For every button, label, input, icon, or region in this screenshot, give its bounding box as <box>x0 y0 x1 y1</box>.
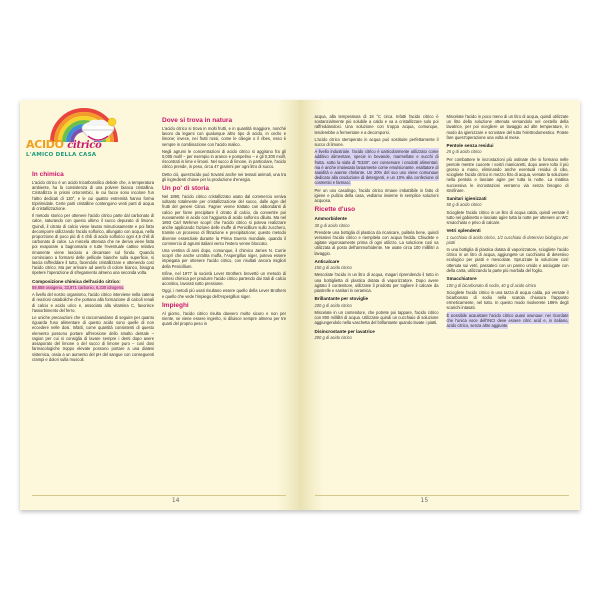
left-page <box>20 100 301 510</box>
recipe-title: Vetri splendenti <box>446 228 481 234</box>
recipe-title: Anticalcare <box>314 258 340 264</box>
section-heading: In chimica <box>32 171 64 178</box>
paragraph: Detto ciò, quest'acido può trovarsi anche nei tessuti animali, una tra gli ingredienti chiave per la produzione d'energia. <box>162 171 286 182</box>
paragraph: Nel 1890, l'acido citrico cristallizzato usato dal commercio veniva soltanto totalmente per cristallizzazione del succo, dalle agre del frutti del genere Citrus. Fagner venne trattato con abbondanti di calcio per farne precipitare il citrato di calcio, da convertire poi nuovamente in acido con l'aggiunta di acido solforico diluito. Ma nel 1893 Carl Wehmer scoprì che l'acido citrico si poteva realizzare anche applicando l'azione delle muffe di Penicillium sullo zucchero, tramite un processo di filtrazione e precipitazione; questo metodo divenne essenziale durante la Prima Guerra mondiale, quando il commercio di agrumi italiani verso l'estero venne bloccato. <box>162 194 286 246</box>
paragraph: Le uniche precauzioni che si raccomandano di seguire per quanto riguarda l'uso alimentare di questo acido sono quelle di non eccedere nelle dosi. Infatti, come quantità consistenti di questo elemento possono portare all'erosione dello smalto dentale – ragion per cui si consiglia di lavare sempre i denti dopo avere assaporato del limone o del succo di limone puro – così dosi farmacologiche troppo elevate possono portare a una diatesi sistemica, ossia a un aumento del pH del sangue con conseguenti crampi e dolori sulla muscoli. <box>32 315 154 362</box>
paragraph: A livello del nostro organismo, l'acido citrico interviene nella catena di reazioni cataboliche che portano alla formazione di calcoli renali di calcio e acido urico e, associato alla vitamina C, favorisce l'assorbimento del ferro. <box>32 292 154 313</box>
title-accent: citrico <box>67 140 102 151</box>
recipe-text: Prendete una bottiglia di plastica da ricaricare, pulitela bene, quindi versatevi l'acido citrico e riempitela con acqua fredda. Chiudete e agitate vigorosamente prima di ogni utilizzo. La soluzione così va utilizzata al posto dell'ammorbidente. Ne usate circa 100 millilitri a lavaggio. <box>314 229 439 256</box>
recipe-ingredients: 150 g di acido citrico <box>314 265 352 271</box>
recipe-ingredients: 200 g di acido citrico <box>314 302 352 308</box>
chapter-header <box>26 102 118 174</box>
highlighted-composition: 59,858 ossigeno, 33,871 carbonio, 6,330 idrogeno. <box>32 285 125 291</box>
paragraph: Infine, nel 1977 la società Lever Brothers brevettò un metodo di sintesi chimica per produrre l'acido citrico partendo dai Sali di calcio aconitico, lavorati sotto pressione. <box>162 270 286 287</box>
recipe-ingredients: 50 g di acido citrico <box>446 202 482 208</box>
recipe-text: Mescolate l'acido in un litro di acqua, magari riprendendo il tutto in una bottiglietta di plastica dotata di vaporizzatore. Dopo avere agitato il contenitore, utilizzate il prodotto per togliere il calcare da piastrelle e sanitari in ceramica. <box>314 272 439 294</box>
recipe-title: Sanitari igienizzati <box>446 196 487 202</box>
page-number-left: 14 <box>171 497 180 504</box>
recipe-text: Sciogliete l'acido citrico in un litro di acqua calda, quindi versate il tutto nel gabinetto e lasciate agire tutta la notte per ottenere un WC smacchiato e privo di calcare. <box>446 209 569 226</box>
paragraph: L'acido citrico si trova in molti frutti, e in quantità maggiore, nonché lavoro da legami con qualunque altro tipo di acido, in cedro e limone; invece, nei frutti rossi, come le ciliegie o il ribes, esso è sempre in combinazione con l'acido malico. <box>162 126 286 147</box>
recipe-ingredients: 25 g di acido citrico <box>446 149 482 155</box>
subheading: Composizione chimica dell'acido citrico: <box>32 278 121 284</box>
recipe-ingredients: 1 cucchiaio di acido citrico, 1/2 cucchiaio di detersivo biologico per piatti <box>446 234 569 245</box>
right-page <box>301 100 581 510</box>
recipe-ingredients: 200 g di acido citrico <box>314 334 352 340</box>
paragraph: Negli agrumi le concentrazioni di acido citrico si aggirano fra gli 0,005 mol/l – per esempio in arance e pompelmo – e gli 0,300 mol/l, riscontrati in lime e limoni. Nel succo di limone, in particolare, l'acido citrico prende, in peso, circa 47 grammi per ogni litro di succo. <box>162 148 286 170</box>
section-heading: Ricette d'uso <box>314 206 356 214</box>
highlighted-paragraph: A livello industriale, l'acido citrico è particolarmente utilizzato come additivo alimentare, specie in bevande, marmellate e succhi di frutta, sotto la sigla di "E330", per conservare i prodotti alimentari, ma è anche impiegato largamente come emulsionante, esaltatore di sapidità e agente chelante. Un 20% del suo uso viene comunque dedicato alla produzione di detergenti, e un 10% alla confezione di cosmetici e farmaci. <box>314 149 439 186</box>
footer-rule <box>32 495 286 496</box>
paragraph: Miscelate l'acido in poco meno di un litro di acqua, quindi utilizzate un litro della soluzione ottenuta versandolo nel cestello della lavatrice, per poi scegliere un lavaggio ad alte temperature, in modo da igienizzare e scrostare del tutto l'elettrodomestico. Potete fare quest'operazione una volta al mese. <box>446 114 569 140</box>
left-column-2 <box>162 114 286 329</box>
chapter-title <box>26 138 101 151</box>
chapter-subtitle: L'AMICO DELLA CASA <box>26 152 97 158</box>
paragraph: Il metodo storico per ottenere l'acido citrico parte dal carbonato di calce, saturando con questo ultimo il succo depurato di limone. Quindi, il citrato di calcio viene lavato minuziosamente e poi fatto decomporre utilizzando l'acido solforico, allungato con acqua, nella proporzione di poco più di 4 chili di acido solforico ogni 4,5 chili di carbonato di calce. La miscela ottenuta che ne deriva viene fatta poi evaporare a bagnomaria e tutte l'eventuale cattivo relativo rimanente viene lasciato a decantare sul fondo. Quando cominciano a formarsi delle pellicole bianche sulla superficie, si lascia raffreddare il tutto, facendolo cristallizzare e ottenendo così l'acido citrico. Ma per arrivare ad averlo di colore bianco, bisogna ripetere l'operazione di sfregamento almeno una seconda volta. <box>32 213 154 276</box>
page-number-right: 15 <box>420 497 429 504</box>
section-heading: Impieghi <box>162 301 189 309</box>
title-main: ACIDO <box>26 138 64 151</box>
section-heading: Dove si trova in natura <box>162 117 233 124</box>
open-book-spread <box>20 100 580 510</box>
footer-rule <box>315 495 569 496</box>
recipe-ingredients: 30 g di acido citrico <box>314 222 350 228</box>
paragraph: L'acido citrico stemperato in acqua può sostituire perfettamente il succo di limone. <box>314 136 439 148</box>
recipe-ingredients: 100 g di bicarbonato di sodio, 40 g di acido citrico <box>446 282 537 288</box>
recipe-title: Brillantante per stoviglie <box>314 296 369 302</box>
recipe-text: Per combattere le incrostazioni più ostinate che si formano nelle pentole mentre cuocete i vostri manicaretti, dopo avere tolto il più grosso a mano, eliminando anche eventuali residui di cibo, sciogliete l'acido citrico in mezzo litro di acqua, versate la soluzione nella pentola e lasciate agire per tutta la notte. La mattina successiva le incrostazioni verranno via senza bisogno di strofinare. <box>446 156 569 193</box>
recipe-title: Disincrostante per lavatrice <box>314 328 375 334</box>
left-column-1 <box>32 168 154 364</box>
recipe-text: Sciogliete l'acido citrico in una tazza di acqua calda, poi versate il bicarbonato di sodio nella scatola chiusura frapposto ermeticamente, nel tutto. In questo modo risolverete 186% degli scarichi intasati. <box>446 289 569 311</box>
section-heading: Un po' di storia <box>162 185 210 193</box>
paragraph: Al giorno, l'acido citrico risulta davvero molto sicuro e non per niente, se viene essere ingerito, si diluisce sempre almeno per tre quarti del proprio peso in <box>162 310 286 327</box>
paragraph: Oggi, i metodi più usati risultano essere quello della Lever Brothers e quello che vede l'impiego dell'Aspergillus niger. <box>162 288 286 299</box>
right-column-1 <box>315 114 439 342</box>
paragraph: Per un uso casalingo, l'acido citrico rimane imbattibile in fatto di igiene e pulizia della casa, vediamo insieme in semplice soluzioni acquosa. <box>314 187 439 204</box>
paragraph: acqua, alla temperatura di 18 °C circa. Infatti l'acido citrico è sostanzialmente più solubile a caldo e va a cristallizzare solo poi raffreddandosi. Una soluzione con troppa acqua, comunque, tenderebbe a fermentare e a decomporsi. <box>314 114 439 135</box>
recipe-text: Miscelate in un contenitore, che potrete poi tappare, l'acido citrico con 800 millilitri di acqua. Utilizzate quindi un cucchiaio di soluzione aggiungendolo nella vaschetta del brillantante quando lavate i piatti. <box>314 309 439 326</box>
recipe-title: Pentole senza residui <box>446 143 494 149</box>
right-column-2 <box>447 114 569 330</box>
recipe-title: Smacchiatore <box>446 276 477 282</box>
recipe-text: In una bottiglia di plastica dotata di vaporizzatore, sciogliete l'acido citrico in un litro di acqua, aggiungete un cucchiaino di detersivo ecologico per piatti e mescolate. Spruzzate la soluzione così ottenuta sui vetri, passateci con un panno umido e asciugate con della carta, utilizzando la parte più morbida del foglio. <box>446 247 569 273</box>
paragraph: L'acido citrico è un acido tricarbossilico debole che, a temperatura ambiente, ha la consistenza di una polvere bianca cristallina. Cristallizza in prismi ortorombici, le cui facce sono incolore l'un l'altro dedicati di 120°, e le cui quattro estremità hanno forma tripirimidale. Certe parti cristalline contengono venti parti di acqua di cristallizzazione. <box>32 180 154 212</box>
recipe-title: Ammorbidente <box>314 216 347 222</box>
paragraph: Una ventina di anni dopo, comunque, il chimico James N. Currie scoprì che anche un'altra muffa, l'Aspergillus niger, poteva essere impiegata per ottenere l'acido citrico, con risultati ancora migliori della Penicillium. <box>162 248 286 269</box>
highlighted-note: È possibile acquistare l'acido citrico quasi ovunque: nei ricordate che l'unica voce dell'INCI deve essere citric acid e, in italiano, acido citrico, senza altre aggiunte. <box>446 312 569 328</box>
